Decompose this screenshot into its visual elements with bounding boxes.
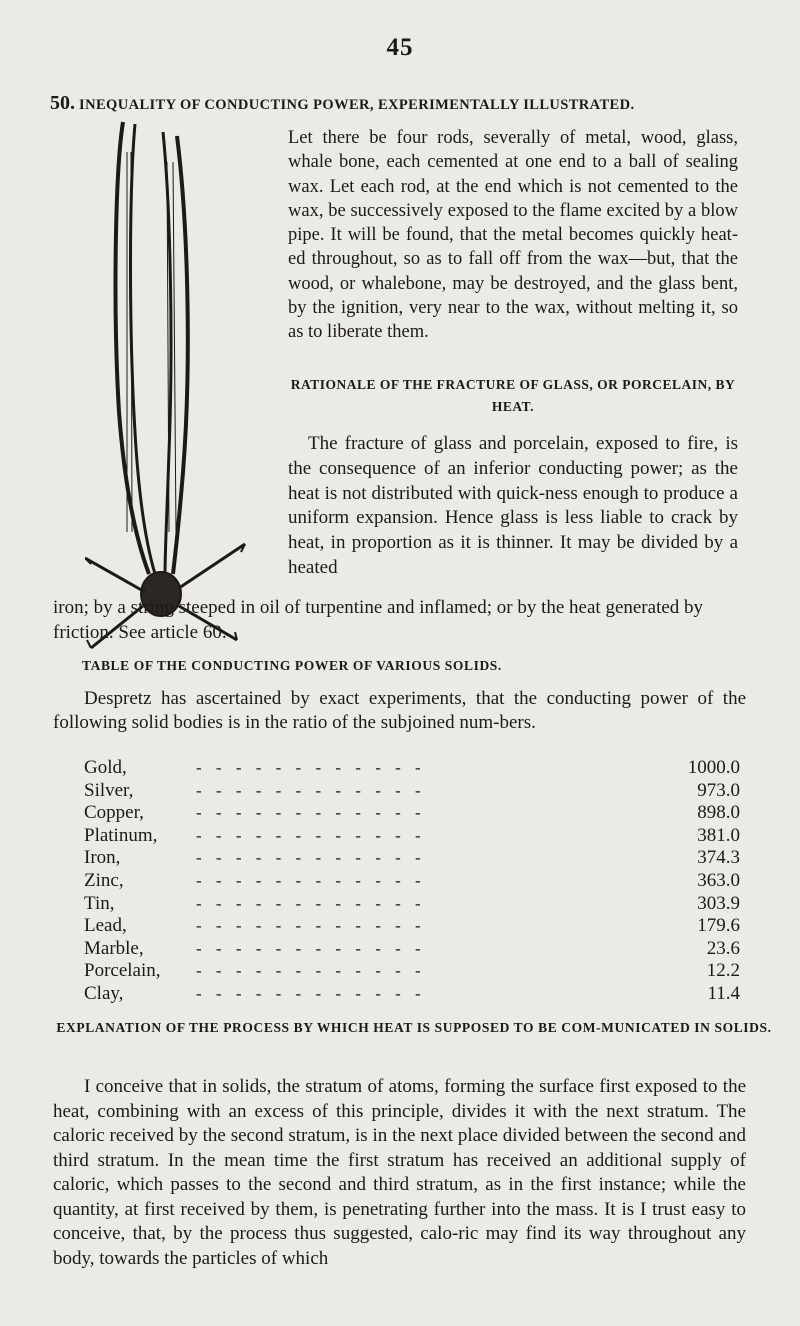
table-row: - - - - - - - - - - - - Marble, 23.6 [84, 938, 754, 961]
material-name: Marble, [84, 938, 148, 961]
table-heading: TABLE OF THE CONDUCTING POWER OF VARIOUS SOLIDS. [82, 658, 502, 673]
conductivity-value: 898.0 [697, 802, 740, 824]
material-name: Tin, [84, 893, 118, 916]
table-row: - - - - - - - - - - - - Iron, 374.3 [84, 847, 754, 870]
rationale-heading: RATIONALE OF THE FRACTURE OF GLASS, OR PORCELAIN, BY HEAT. [290, 377, 736, 414]
paragraph-explanation: I conceive that in solids, the stratum of atoms, forming the surface first exposed to the heat, combining with an excess of this principle, divides it with the next stratum. The caloric received by the second stratum, is in the next place divided between the second and third stratum. In the mean time the first stratum has received an additional supply of caloric, which passes to the second and third stratum, as in the first instance; while the quantity, at first received by them, is penetrating further into the mass. It is I trust easy to conceive, that, by the process thus suggested, calo-ric may find its way throughout any body, towards the particles of which [53, 1076, 746, 1269]
material-name: Zinc, [84, 870, 128, 893]
conductivity-table [84, 757, 754, 1006]
conductivity-value: 23.6 [706, 937, 740, 959]
rod-right-outer [173, 136, 188, 574]
rods-in-wax-ball-illustration [85, 112, 285, 672]
rod-left-inner [131, 124, 156, 574]
table-row: - - - - - - - - - - - - Clay, 11.4 [84, 983, 754, 1006]
conductivity-value: 374.3 [697, 847, 740, 869]
paragraph-despretz: Despretz has ascertained by exact experiments, that the conducting power of the following solid bodies is in the ratio of the subjoined num-bers. [53, 688, 746, 734]
table-row: - - - - - - - - - - - - Silver, 973.0 [84, 780, 754, 803]
material-name: Copper, [84, 802, 148, 825]
page-number: 45 [386, 34, 414, 61]
material-name: Gold, [84, 757, 131, 780]
conductivity-value: 1000.0 [687, 757, 740, 778]
table-row: - - - - - - - - - - - - Zinc, 363.0 [84, 870, 754, 893]
rod-tip-right-upper [179, 544, 245, 588]
table-row: - - - - - - - - - - - - Gold, 1000.0 [84, 757, 754, 780]
paragraph-rationale-continued: iron; by a string steeped in oil of turpentine and inflamed; or by the heat generated by friction. See article 60. [53, 597, 704, 643]
conductivity-value: 179.6 [697, 915, 740, 937]
conductivity-value: 381.0 [697, 824, 740, 846]
material-name: Porcelain, [84, 960, 165, 983]
conductivity-value: 11.4 [707, 982, 740, 1004]
table-row: - - - - - - - - - - - - Copper, 898.0 [84, 802, 754, 825]
table-row: - - - - - - - - - - - - Lead, 179.6 [84, 915, 754, 938]
material-name: Platinum, [84, 825, 161, 848]
material-name: Silver, [84, 780, 137, 803]
table-row: - - - - - - - - - - - - Platinum, 381.0 [84, 825, 754, 848]
conductivity-value: 363.0 [697, 869, 740, 891]
section-title: INEQUALITY OF CONDUCTING POWER, EXPERIMENTALLY ILLUSTRATED. [79, 97, 635, 113]
section-number: 50. [50, 92, 75, 114]
conductivity-value: 12.2 [706, 960, 740, 982]
conductivity-value: 973.0 [697, 779, 740, 801]
conductivity-value: 303.9 [697, 892, 740, 914]
material-name: Iron, [84, 847, 124, 870]
table-row: - - - - - - - - - - - - Tin, 303.9 [84, 893, 754, 916]
material-name: Clay, [84, 983, 127, 1006]
paragraph-rationale: The fracture of glass and porcelain, exposed to fire, is the consequence of an inferior conducting power; as the heat is not distributed with quick-ness enough to produce a uniform expansion. Hence glass is less liable to crack by heat, in proportion as it is thinner. It may be divided by a heated [288, 433, 738, 578]
paragraph-experiment: Let there be four rods, severally of metal, wood, glass, whale bone, each cemented at one end to a ball of sealing wax. Let each rod, at the end which is not cemented to the wax, be successively exposed to the flame excited by a blow pipe. It will be found, that the metal becomes quickly heat-ed throughout, so as to fall off from the wax—but, that the wood, or whalebone, may be destroyed, and the glass bent, by the ignition, very near to the wax, without melting it, so as to liberate them. [288, 128, 738, 343]
table-row: - - - - - - - - - - - - Porcelain, 12.2 [84, 960, 754, 983]
explanation-heading: EXPLANATION OF THE PROCESS BY WHICH HEAT IS SUPPOSED TO BE COM-MUNICATED IN SOLIDS. [56, 1020, 772, 1035]
rod-tip-left-upper [85, 558, 145, 592]
material-name: Lead, [84, 915, 131, 938]
